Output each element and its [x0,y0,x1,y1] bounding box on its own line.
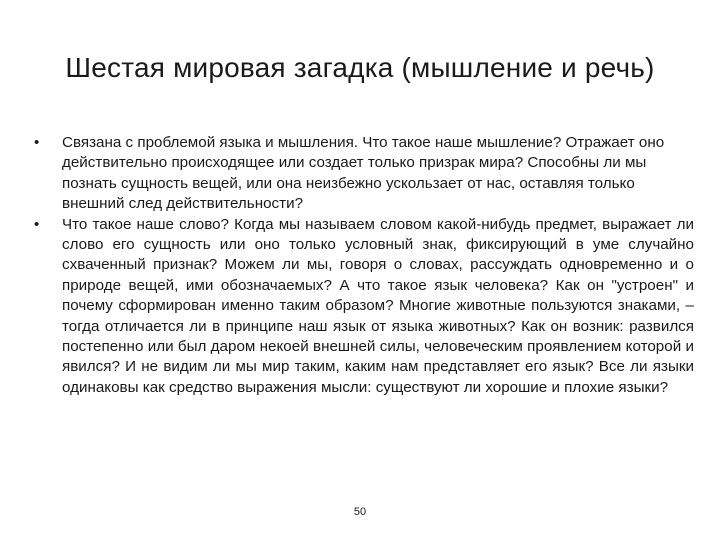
bullet-item-word-nature [34,215,694,399]
bullet-item-language-thinking [34,133,694,215]
page-number: 50 [353,506,367,518]
bullet-list [34,133,694,398]
bullet-marker: • [34,134,40,151]
slide-title: Шестая мировая загадка (мышление и речь) [65,52,655,83]
bullet-text: Что такое наше слово? Когда мы называем словом какой-нибудь предмет, выражает ли слово его сущность или оно только условный знак, фиксирующий в уме случайно схваченный признак? Можем ли мы, говоря о словах, рассуждать одновременно и о природе вещей, ими обозначаемых? А что такое язык человека? Как он "устроен" и почему сформирован именно таким образом? Многие животные пользуются знаками, – тогда отличается ли в принципе наш язык от языка животных? Как он возник: развился постепенно или был даром некоей внешней силы, человеческим проявлением которой и явился? И не видим ли мы мир таким, каким нам представляет его язык? Все ли языки одинаковы как средство выражения мысли: существуют ли хорошие и плохие языки? [62,215,694,396]
bullet-marker: • [34,215,40,233]
bullet-text: Связана с проблемой языка и мышления. Что такое наше мышление? Отражает оно действительно происходящее или создает только призрак мира? Способны ли мы познать сущность вещей, или она неизбежно ускользает от нас, оставляя только внешний след действительности? [62,134,665,213]
